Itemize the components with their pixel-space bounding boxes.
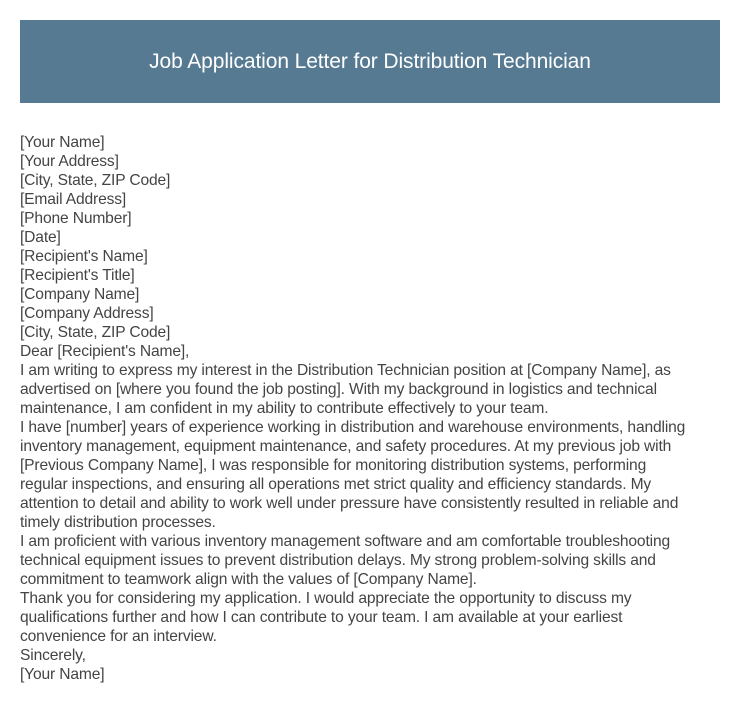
paragraph-line: [Previous Company Name], I was responsible for monitoring distribution systems, performing	[20, 457, 647, 474]
signature: [Your Name]	[20, 666, 105, 683]
sender-name: [Your Name]	[20, 134, 105, 151]
paragraph-line: qualifications further and how I can contribute to your team. I am available at your earliest	[20, 609, 623, 626]
paragraph-line: inventory management, equipment maintenance, and safety procedures. At my previous job with	[20, 438, 672, 455]
sender-block	[20, 133, 730, 247]
recipient-title: [Recipient's Title]	[20, 267, 135, 284]
paragraph-line: commitment to teamwork align with the values of [Company Name].	[20, 571, 477, 588]
page-title: Job Application Letter for Distribution Technician	[149, 49, 591, 73]
salutation: Dear [Recipient's Name],	[20, 343, 190, 360]
page-header	[20, 20, 720, 103]
paragraph-line: attention to detail and ability to work well under pressure have consistently resulted in reliable and	[20, 495, 679, 512]
paragraph-line: Thank you for considering my application. I would appreciate the opportunity to discuss my	[20, 590, 632, 607]
sender-email: [Email Address]	[20, 191, 127, 208]
paragraph-skills	[20, 532, 730, 589]
closing: Sincerely,	[20, 647, 86, 664]
paragraph-closing	[20, 589, 730, 646]
paragraph-line: I have [number] years of experience working in distribution and warehouse environments, handling	[20, 419, 686, 436]
paragraph-line: regular inspections, and ensuring all operations met strict quality and efficiency standards. My	[20, 476, 652, 493]
sender-phone: [Phone Number]	[20, 210, 132, 227]
recipient-company: [Company Name]	[20, 286, 140, 303]
paragraph-intro	[20, 361, 730, 418]
letter-body	[20, 133, 730, 684]
paragraph-line: timely distribution processes.	[20, 514, 216, 531]
paragraph-line: I am writing to express my interest in the Distribution Technician position at [Company Name], as	[20, 362, 671, 379]
recipient-name: [Recipient's Name]	[20, 248, 148, 265]
recipient-company-address: [Company Address]	[20, 305, 154, 322]
paragraph-experience	[20, 418, 730, 532]
recipient-block	[20, 247, 730, 342]
paragraph-line: maintenance, I am confident in my ability to contribute effectively to your team.	[20, 400, 549, 417]
paragraph-line: advertised on [where you found the job posting]. With my background in logistics and technical	[20, 381, 657, 398]
paragraph-line: technical equipment issues to prevent distribution delays. My strong problem-solving skills and	[20, 552, 656, 569]
sender-city-state-zip: [City, State, ZIP Code]	[20, 172, 171, 189]
letter-date: [Date]	[20, 229, 61, 246]
paragraph-line: I am proficient with various inventory management software and am comfortable troubleshooting	[20, 533, 670, 550]
recipient-city-state-zip: [City, State, ZIP Code]	[20, 324, 171, 341]
paragraph-line: convenience for an interview.	[20, 628, 217, 645]
sender-address: [Your Address]	[20, 153, 119, 170]
